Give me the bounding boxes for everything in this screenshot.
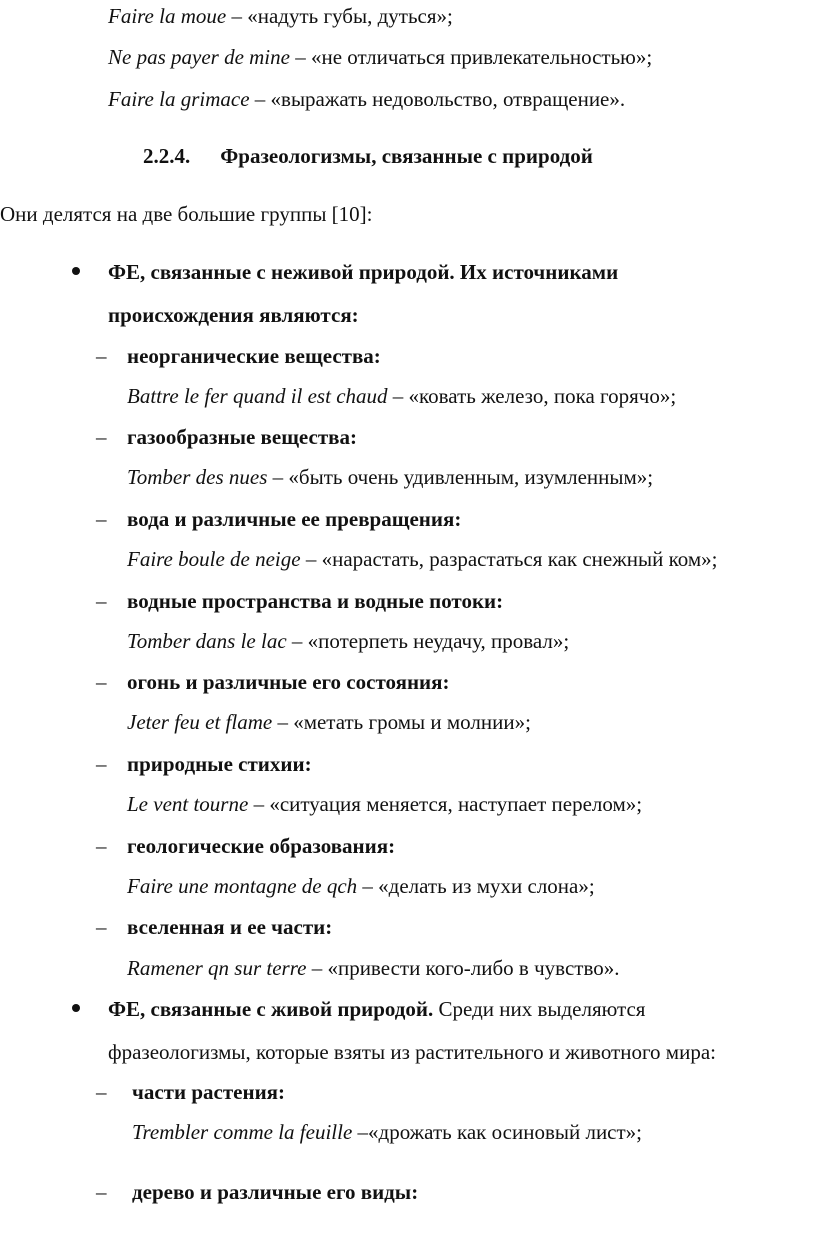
phrase-separator: – [272,710,294,734]
category-heading: газообразные вещества: [127,425,357,449]
lead-paragraph: Они делятся на две большие группы [10]: [0,202,373,226]
phrase-example [127,792,642,816]
phrase-meaning: «потерпеть неудачу, провал»; [307,629,570,653]
phrase-meaning: «делать из мухи слона»; [378,874,595,898]
phrase-term: Battre le fer quand il est chaud [127,384,388,408]
phrase-term: Jeter feu et flame [127,710,273,734]
group-title-continued: происхождения являются: [108,303,359,327]
intro-line [108,4,453,28]
phrase-term: Ne pas payer de mine [108,45,290,69]
phrase-example [127,956,619,980]
dash-marker: – [96,425,107,449]
group-title [108,997,645,1021]
phrase-meaning: «привести кого-либо в чувство». [327,956,620,980]
phrase-example [132,1120,642,1144]
dash-marker: – [96,1180,107,1204]
group-title-rest: Среди них выделяются [433,997,646,1021]
dash-marker: – [96,1080,107,1104]
phrase-meaning: «выражать недовольство, отвращение». [270,87,626,111]
intro-line [108,45,652,69]
phrase-example [127,465,653,489]
phrase-term: Faire boule de neige [127,547,301,571]
section-title: Фразеологизмы, связанные с природой [220,144,593,168]
phrase-separator: – [306,956,328,980]
category-heading: вселенная и ее части: [127,915,333,939]
category-heading: геологические образования: [127,834,396,858]
phrase-term: Faire la grimace [108,87,250,111]
phrase-separator: – [387,384,409,408]
group-title-bold: ФЕ, связанные с живой природой. [108,997,434,1021]
dash-marker: – [96,670,107,694]
dash-marker: – [96,344,107,368]
phrase-meaning: «ковать железо, пока горячо»; [408,384,677,408]
dash-marker: – [96,507,107,531]
phrase-separator: – [357,874,379,898]
phrase-meaning: «ситуация меняется, наступает перелом»; [269,792,643,816]
phrase-term: Faire la moue [108,4,227,28]
phrase-separator: – [249,87,271,111]
phrase-meaning: «нарастать, разрастаться как снежный ком»; [321,547,718,571]
phrase-term: Le vent tourne [127,792,249,816]
section-number: 2.2.4. [143,144,191,168]
phrase-separator: – [352,1120,369,1144]
intro-line [108,87,625,111]
phrase-separator: – [267,465,289,489]
phrase-term: Ramener qn sur terre [127,956,307,980]
category-heading: дерево и различные его виды: [132,1180,419,1204]
dash-marker: – [96,589,107,613]
phrase-term: Tomber dans le lac [127,629,287,653]
phrase-meaning: «не отличаться привлекательностью»; [310,45,653,69]
phrase-meaning: «метать громы и молнии»; [293,710,531,734]
bullet-icon [72,1004,80,1012]
dash-marker: – [96,834,107,858]
dash-marker: – [96,752,107,776]
group-title: ФЕ, связанные с неживой природой. Их источниками [108,260,619,284]
group-title-continued: фразеологизмы, которые взяты из растительного и животного мира: [108,1040,716,1064]
phrase-meaning: «дрожать как осиновый лист»; [368,1120,643,1144]
category-heading: вода и различные ее превращения: [127,507,462,531]
section-heading [143,144,593,168]
phrase-meaning: «быть очень удивленным, изумленным»; [288,465,654,489]
category-heading: неорганические вещества: [127,344,381,368]
category-heading: водные пространства и водные потоки: [127,589,504,613]
phrase-example [127,629,569,653]
phrase-example [127,547,717,571]
phrase-example [127,874,595,898]
dash-marker: – [96,915,107,939]
phrase-separator: – [289,45,311,69]
phrase-term: Faire une montagne de qch [127,874,358,898]
category-heading: огонь и различные его состояния: [127,670,450,694]
phrase-meaning: «надуть губы, дуться»; [247,4,453,28]
phrase-separator: – [300,547,322,571]
category-heading: части растения: [132,1080,286,1104]
phrase-separator: – [226,4,248,28]
phrase-separator: – [286,629,308,653]
category-heading: природные стихии: [127,752,312,776]
phrase-example [127,384,676,408]
phrase-term: Tomber des nues [127,465,268,489]
bullet-icon [72,267,80,275]
phrase-term: Trembler comme la feuille [132,1120,353,1144]
phrase-separator: – [248,792,270,816]
phrase-example [127,710,531,734]
